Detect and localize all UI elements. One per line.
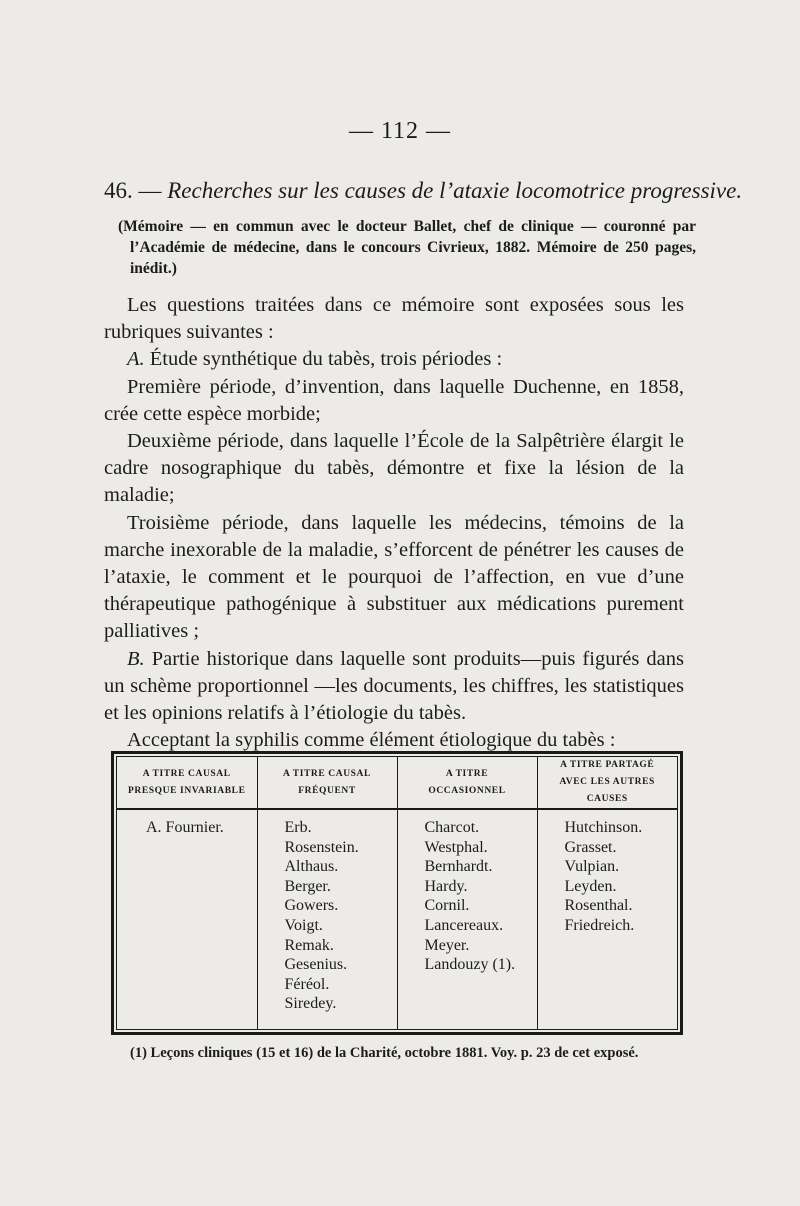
author-name: Hardy. bbox=[424, 877, 468, 895]
list-marker-a: A. bbox=[127, 348, 145, 371]
author-name: Gowers. bbox=[284, 897, 339, 915]
list-marker-b: B. bbox=[127, 647, 145, 670]
author-name: Bernhardt. bbox=[424, 858, 493, 876]
section-title: Recherches sur les causes de l’ataxie locomotrice progressive. bbox=[167, 178, 743, 203]
author-name: Erb. bbox=[284, 819, 312, 836]
author-name: Charcot. bbox=[424, 819, 480, 836]
paragraph: Deuxième période, dans laquelle l’École de la Salpêtrière élargit le cadre nosographique du tabès, démontre et fixe la lésion de la maladie; bbox=[104, 430, 684, 507]
section-heading bbox=[104, 176, 743, 206]
author-name: Cornil. bbox=[424, 897, 470, 915]
author-name: Féréol. bbox=[284, 975, 330, 993]
author-name: Lancereaux. bbox=[424, 916, 504, 934]
paragraph: Les questions traitées dans ce mémoire sont exposées sous les rubriques suivantes : bbox=[104, 294, 684, 344]
table-column-invariable bbox=[117, 809, 257, 1029]
memoire-note: (Mémoire — en commun avec le docteur Ballet, chef de clinique — couronné par l’Académie de médecine, dans le concours Civrieux, 1882. Mémoire de 250 pages, inédit.) bbox=[118, 218, 696, 277]
footnote: (1) Leçons cliniques (15 et 16) de la Charité, octobre 1881. Voy. p. 23 de cet exposé. bbox=[130, 1045, 639, 1061]
author-name: Friedreich. bbox=[564, 916, 635, 934]
table-column-frequent bbox=[257, 809, 397, 1029]
table-column-partage bbox=[537, 809, 677, 1029]
table-header: A TITRE CAUSAL FRÉQUENT bbox=[257, 757, 397, 809]
section-number: 46. — bbox=[104, 178, 162, 203]
author-name: Landouzy (1). bbox=[424, 956, 516, 974]
author-name: Rosenthal. bbox=[564, 897, 633, 915]
body-text bbox=[104, 292, 684, 754]
paragraph: B. Partie historique dans laquelle sont produits—puis figurés dans un schème proportionnel —les documents, les chiffres, les statistiques et les opinions relatifs à l’étiologie du tabès. bbox=[104, 647, 684, 725]
author-name: Westphal. bbox=[424, 838, 488, 856]
paragraph: Acceptant la syphilis comme élément étiologique du tabès : bbox=[127, 729, 616, 752]
table-header: A TITRE OCCASIONNEL bbox=[397, 757, 537, 809]
table-column-occasionnel bbox=[397, 809, 537, 1029]
author-name: Leyden. bbox=[564, 877, 617, 895]
author-name: Althaus. bbox=[284, 858, 339, 876]
author-name: Berger. bbox=[284, 877, 331, 895]
author-name: Vulpian. bbox=[564, 858, 620, 876]
author-name: Siredey. bbox=[284, 995, 337, 1013]
author-name: Grasset. bbox=[564, 838, 617, 856]
page-number: — 112 — bbox=[348, 118, 452, 144]
author-name: A. Fournier. bbox=[146, 819, 224, 836]
paragraph: Première période, d’invention, dans laquelle Duchenne, en 1858, crée cette espèce morbide; bbox=[104, 375, 684, 425]
table-header: A TITRE CAUSAL PRESQUE INVARIABLE bbox=[117, 757, 257, 809]
etiology-table bbox=[111, 751, 683, 1035]
paragraph: A. Étude synthétique du tabès, trois périodes : bbox=[127, 348, 503, 371]
author-name: Remak. bbox=[284, 936, 334, 954]
author-name: Gesenius. bbox=[284, 956, 348, 974]
table-header: A TITRE PARTAGÉ AVEC LES AUTRES CAUSES bbox=[537, 757, 677, 809]
author-name: Hutchinson. bbox=[564, 819, 643, 836]
author-name: Meyer. bbox=[424, 936, 470, 954]
paragraph: Troisième période, dans laquelle les médecins, témoins de la marche inexorable de la maladie, s’efforcent de pénétrer les causes de l’ataxie, le comment et le pourquoi de l’affection, en vue d’une thérapeutique pathogénique à substituer aux médications purement palliatives ; bbox=[104, 511, 684, 643]
author-name: Voigt. bbox=[284, 916, 323, 934]
author-name: Rosenstein. bbox=[284, 838, 359, 856]
